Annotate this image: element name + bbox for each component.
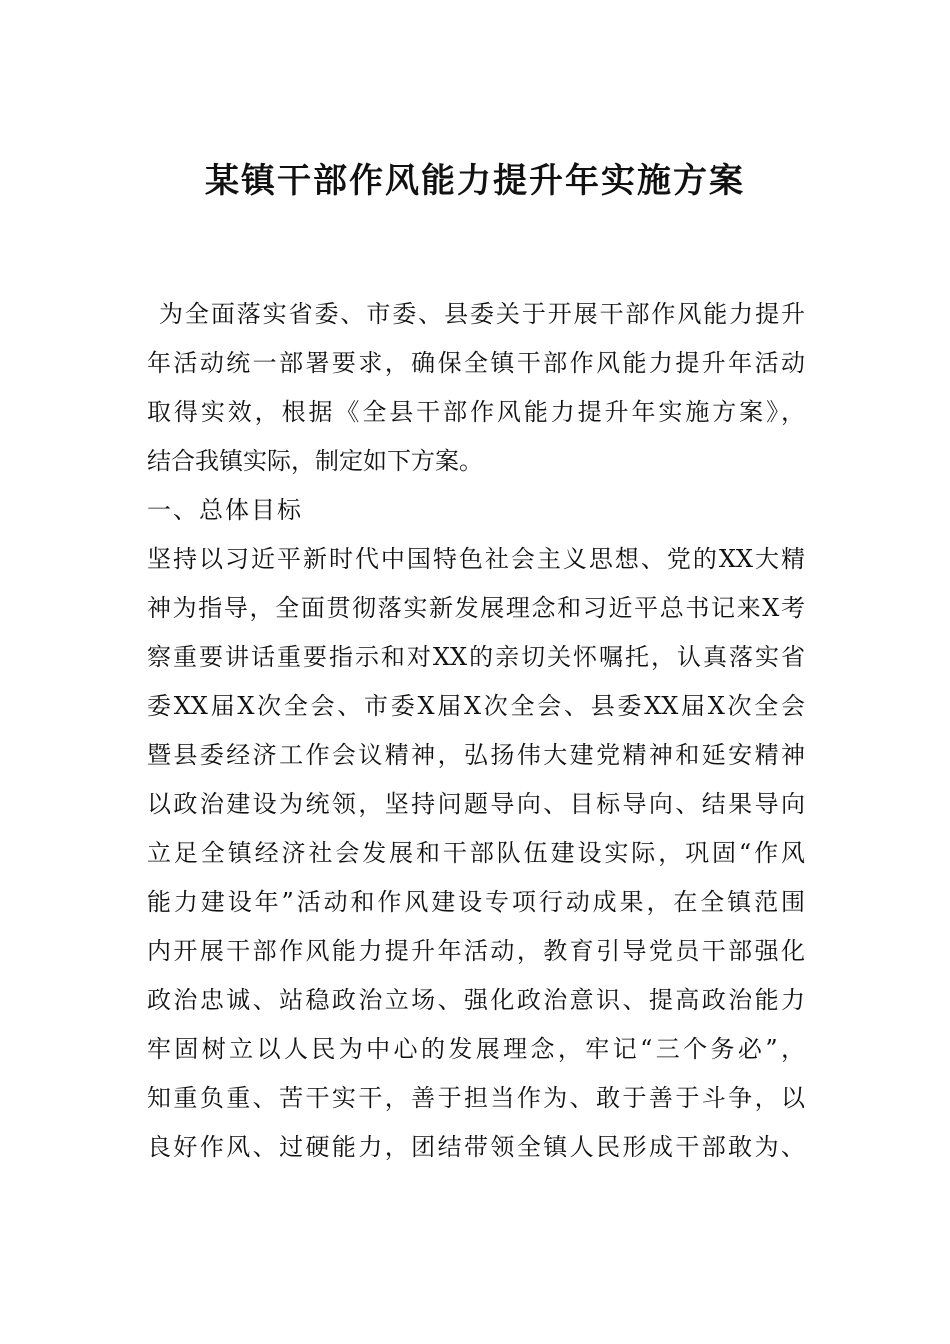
- body-line: 坚持以习近平新时代中国特色社会主义思想、党的XX大精: [147, 545, 805, 573]
- body-line: 以政治建设为统领，坚持问题导向、目标导向、结果导向: [147, 790, 805, 818]
- body-line: 牢固树立以人民为中心的发展理念，牢记“三个务必”，: [147, 1035, 805, 1063]
- body-line: 委XX届X次全会、市委X届X次全会、县委XX届X次全会: [147, 692, 805, 720]
- body-line: 立足全镇经济社会发展和干部队伍建设实际，巩固“作风: [147, 839, 805, 867]
- body-line: 能力建设年”活动和作风建设专项行动成果，在全镇范围: [147, 888, 805, 916]
- intro-line: 为全面落实省委、市委、县委关于开展干部作风能力提升: [159, 300, 805, 328]
- body-line: 神为指导，全面贯彻落实新发展理念和习近平总书记来X考: [147, 594, 805, 622]
- document-title: 某镇干部作风能力提升年实施方案: [205, 161, 745, 201]
- body-line: 良好作风、过硬能力，团结带领全镇人民形成干部敢为、: [147, 1133, 805, 1161]
- body-line: 察重要讲话重要指示和对XX的亲切关怀嘱托，认真落实省: [147, 643, 805, 671]
- body-line: 暨县委经济工作会议精神，弘扬伟大建党精神和延安精神: [147, 741, 805, 769]
- body-line: 内开展干部作风能力提升年活动，教育引导党员干部强化: [147, 937, 805, 965]
- body-line: 知重负重、苦干实干，善于担当作为、敢于善于斗争，以: [147, 1084, 805, 1112]
- intro-line: 取得实效，根据《全县干部作风能力提升年实施方案》，: [147, 398, 805, 426]
- body-line: 政治忠诚、站稳政治立场、强化政治意识、提高政治能力: [147, 986, 805, 1014]
- intro-line: 结合我镇实际，制定如下方案。: [147, 447, 483, 475]
- section-heading: 一、总体目标: [147, 496, 303, 524]
- intro-line: 年活动统一部署要求，确保全镇干部作风能力提升年活动: [147, 349, 805, 377]
